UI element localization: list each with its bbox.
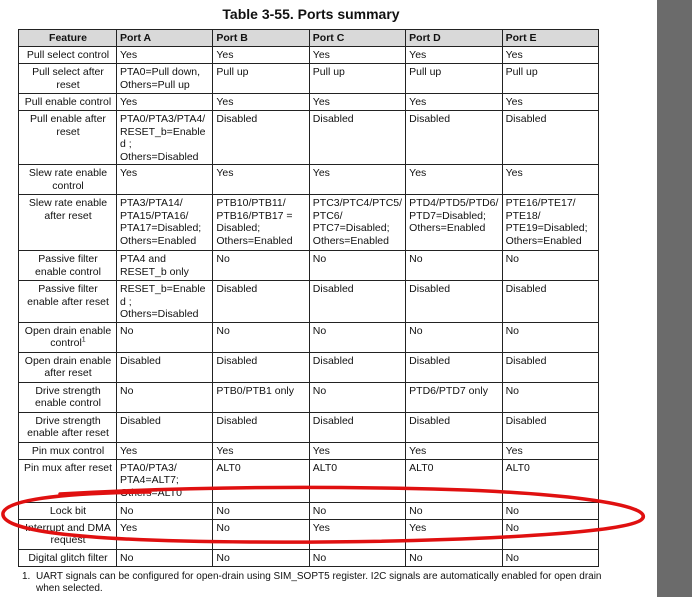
- feature-cell: [19, 111, 117, 165]
- feature-label: Drive strength enable after reset: [27, 414, 109, 439]
- value-cell: Yes: [213, 442, 309, 459]
- feature-cell: [19, 519, 117, 549]
- value-cell: No: [213, 322, 309, 352]
- footnote-text: UART signals can be configured for open-drain using SIM_SOPT5 register. I2C signals are automatically enabled for open drain when selected.: [36, 571, 602, 594]
- feature-cell: [19, 502, 117, 519]
- value-cell: No: [213, 549, 309, 566]
- value-cell: PTC3/PTC4/PTC5/ PTC6/ PTC7=Disabled; Others=Enabled: [309, 195, 405, 251]
- table-row: [19, 412, 599, 442]
- value-cell: Disabled: [117, 412, 213, 442]
- value-cell: Yes: [309, 519, 405, 549]
- feature-cell: [19, 412, 117, 442]
- value-cell: Disabled: [502, 111, 598, 165]
- value-cell: Yes: [117, 94, 213, 111]
- value-cell: PTA4 and RESET_b only: [117, 251, 213, 281]
- feature-label: Lock bit: [49, 504, 87, 517]
- feature-cell: [19, 47, 117, 64]
- value-cell: No: [406, 322, 502, 352]
- table-title: Table 3-55. Ports summary: [222, 6, 400, 22]
- value-cell: No: [502, 382, 598, 412]
- value-cell: Yes: [406, 519, 502, 549]
- table-row: [19, 281, 599, 323]
- value-cell: Disabled: [213, 412, 309, 442]
- value-cell: PTA0/PTA3/ PTA4=ALT7; Others=ALT0: [117, 459, 213, 502]
- table-row: [19, 64, 599, 94]
- value-cell: No: [502, 519, 598, 549]
- value-cell: PTB10/PTB11/ PTB16/PTB17 = Disabled; Others=Enabled: [213, 195, 309, 251]
- feature-cell: [19, 459, 117, 502]
- value-cell: Yes: [502, 165, 598, 195]
- feature-label: Interrupt and DMA request: [25, 521, 111, 546]
- table-row: [19, 549, 599, 566]
- value-cell: Disabled: [309, 412, 405, 442]
- value-cell: No: [502, 502, 598, 519]
- feature-cell: [19, 195, 117, 251]
- value-cell: Pull up: [502, 64, 598, 94]
- value-cell: No: [406, 251, 502, 281]
- value-cell: Yes: [406, 94, 502, 111]
- value-cell: Yes: [117, 519, 213, 549]
- header-port-4: Port D: [406, 30, 502, 47]
- table-header-row: [19, 30, 599, 47]
- value-cell: Disabled: [502, 412, 598, 442]
- value-cell: Yes: [502, 94, 598, 111]
- value-cell: PTD4/PTD5/PTD6/ PTD7=Disabled; Others=Enabled: [406, 195, 502, 251]
- feature-cell: [19, 382, 117, 412]
- value-cell: RESET_b=Enabled ; Others=Disabled: [117, 281, 213, 323]
- table-row: [19, 352, 599, 382]
- value-cell: Yes: [213, 165, 309, 195]
- value-cell: PTA0=Pull down, Others=Pull up: [117, 64, 213, 94]
- value-cell: Disabled: [309, 281, 405, 323]
- footnote-number: 1.: [22, 571, 31, 582]
- table-row: [19, 195, 599, 251]
- value-cell: Yes: [309, 47, 405, 64]
- header-port-2: Port B: [213, 30, 309, 47]
- value-cell: Yes: [309, 94, 405, 111]
- value-cell: No: [213, 519, 309, 549]
- feature-cell: [19, 322, 117, 352]
- value-cell: Disabled: [406, 412, 502, 442]
- value-cell: ALT0: [213, 459, 309, 502]
- value-cell: Pull up: [309, 64, 405, 94]
- feature-label: Pull enable after reset: [30, 113, 106, 138]
- value-cell: Yes: [213, 94, 309, 111]
- feature-label: Slew rate enable control: [28, 167, 108, 192]
- value-cell: PTB0/PTB1 only: [213, 382, 309, 412]
- value-cell: Yes: [117, 165, 213, 195]
- value-cell: Disabled: [502, 281, 598, 323]
- table-row: [19, 94, 599, 111]
- value-cell: Yes: [502, 442, 598, 459]
- feature-label: Pull enable control: [24, 96, 112, 108]
- feature-label: Slew rate enable after reset: [28, 197, 108, 222]
- value-cell: No: [309, 322, 405, 352]
- feature-cell: [19, 94, 117, 111]
- value-cell: No: [309, 502, 405, 519]
- value-cell: Yes: [502, 47, 598, 64]
- header-feature: Feature: [19, 30, 117, 47]
- header-port-1: Port A: [117, 30, 213, 47]
- value-cell: Yes: [406, 442, 502, 459]
- value-cell: Yes: [406, 47, 502, 64]
- footnote-reference: 1: [81, 336, 86, 344]
- feature-cell: [19, 64, 117, 94]
- value-cell: No: [406, 549, 502, 566]
- value-cell: No: [502, 549, 598, 566]
- table-row: [19, 502, 599, 519]
- value-cell: No: [309, 549, 405, 566]
- value-cell: Pull up: [406, 64, 502, 94]
- value-cell: PTA3/PTA14/ PTA15/PTA16/ PTA17=Disabled; Others=Enabled: [117, 195, 213, 251]
- value-cell: No: [117, 549, 213, 566]
- table-row: [19, 47, 599, 64]
- value-cell: PTD6/PTD7 only: [406, 382, 502, 412]
- table-row: [19, 442, 599, 459]
- feature-label: Digital glitch filter: [28, 551, 108, 564]
- feature-cell: [19, 165, 117, 195]
- feature-label: Open drain enable after reset: [24, 354, 112, 379]
- header-port-5: Port E: [502, 30, 598, 47]
- feature-cell: [19, 251, 117, 281]
- table-row: [19, 459, 599, 502]
- table-row: [19, 251, 599, 281]
- value-cell: No: [309, 251, 405, 281]
- value-cell: Yes: [309, 165, 405, 195]
- feature-cell: [19, 549, 117, 566]
- table-row: [19, 519, 599, 549]
- value-cell: No: [117, 502, 213, 519]
- value-cell: Yes: [406, 165, 502, 195]
- value-cell: Yes: [117, 442, 213, 459]
- value-cell: Disabled: [502, 352, 598, 382]
- value-cell: Yes: [213, 47, 309, 64]
- feature-label: Drive strength enable control: [35, 384, 101, 409]
- feature-label: Pull select after reset: [32, 66, 104, 91]
- value-cell: Yes: [117, 47, 213, 64]
- table-row: [19, 382, 599, 412]
- value-cell: Disabled: [406, 111, 502, 165]
- value-cell: ALT0: [309, 459, 405, 502]
- feature-cell: [19, 442, 117, 459]
- feature-label: Passive filter enable control: [35, 253, 101, 278]
- value-cell: No: [117, 382, 213, 412]
- viewer-side-panel: [657, 0, 692, 597]
- value-cell: No: [213, 251, 309, 281]
- feature-cell: [19, 352, 117, 382]
- value-cell: No: [213, 502, 309, 519]
- value-cell: Disabled: [309, 111, 405, 165]
- value-cell: Pull up: [213, 64, 309, 94]
- value-cell: PTE16/PTE17/ PTE18/ PTE19=Disabled; Others=Enabled: [502, 195, 598, 251]
- value-cell: No: [502, 322, 598, 352]
- value-cell: No: [309, 382, 405, 412]
- feature-label: Open drain enable control: [24, 324, 112, 349]
- value-cell: Disabled: [406, 281, 502, 323]
- ports-summary-table: [18, 29, 599, 567]
- value-cell: Disabled: [309, 352, 405, 382]
- value-cell: PTA0/PTA3/PTA4/ RESET_b=Enabled ; Others=Disabled: [117, 111, 213, 165]
- value-cell: ALT0: [502, 459, 598, 502]
- value-cell: No: [502, 251, 598, 281]
- value-cell: ALT0: [406, 459, 502, 502]
- value-cell: No: [406, 502, 502, 519]
- feature-cell: [19, 281, 117, 323]
- value-cell: No: [117, 322, 213, 352]
- table-row: [19, 322, 599, 352]
- value-cell: Disabled: [213, 111, 309, 165]
- value-cell: Disabled: [213, 352, 309, 382]
- header-port-3: Port C: [309, 30, 405, 47]
- table-row: [19, 165, 599, 195]
- feature-label: Pin mux control: [31, 444, 105, 457]
- value-cell: Yes: [309, 442, 405, 459]
- feature-label: Pin mux after reset: [23, 461, 113, 474]
- value-cell: Disabled: [117, 352, 213, 382]
- feature-label: Passive filter enable after reset: [27, 283, 109, 308]
- value-cell: Disabled: [406, 352, 502, 382]
- value-cell: Disabled: [213, 281, 309, 323]
- table-row: [19, 111, 599, 165]
- feature-label: Pull select control: [26, 49, 110, 61]
